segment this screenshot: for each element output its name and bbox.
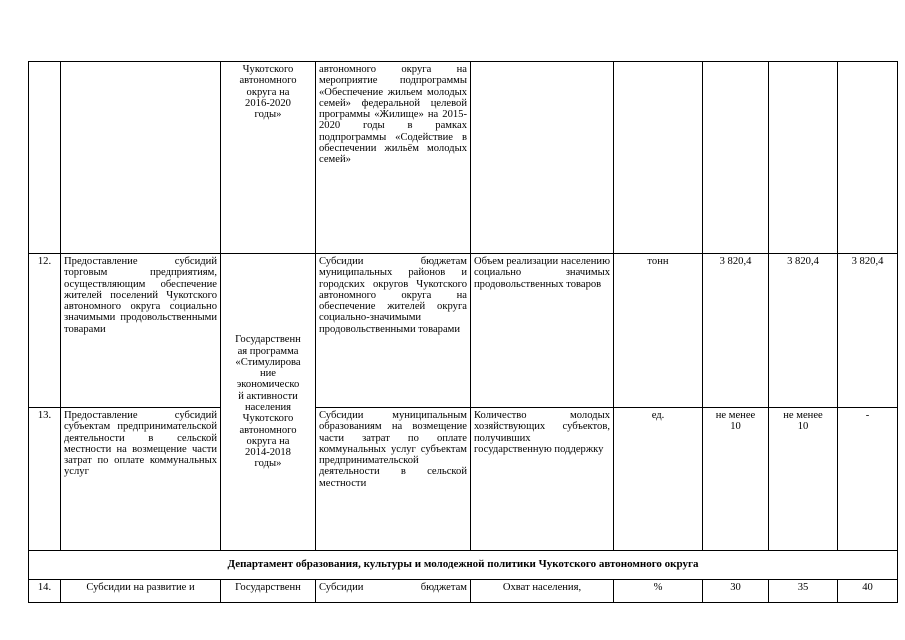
subsidy-cell: автономного округа на мероприятие подпрограммы «Обеспечение жильем молодых семей» федеральной целевой программы «Жилище» на 2015-2020 годы в рамках подпрограммы «Содействие в обеспечении жильём молодых семей»	[316, 62, 471, 254]
subsidy-cell: Субсидии бюджетам	[316, 580, 471, 603]
table-row	[29, 254, 898, 408]
unit-cell	[614, 62, 703, 254]
value-cell: -	[838, 408, 898, 551]
program-cell: Государственн ая программа «Стимулирова ние экономическо й активности населения Чукотского автономного округа на 2014-2018 годы»	[221, 254, 316, 551]
table-row	[29, 580, 898, 603]
measure-cell	[61, 62, 221, 254]
measure-cell: Субсидии на развитие и	[61, 580, 221, 603]
unit-cell: тонн	[614, 254, 703, 408]
measure-cell: Предоставление субсидий субъектам предпринимательской деятельности в сельской местности на возмещение части затрат по оплате коммунальных услуг	[61, 408, 221, 551]
value-cell: 3 820,4	[703, 254, 769, 408]
indicator-cell: Количество молодых хозяйствующих субъектов, получивших государственную поддержку	[471, 408, 614, 551]
row-number: 14.	[29, 580, 61, 603]
value-cell	[769, 62, 838, 254]
subsidy-cell: Субсидии муниципальным образованиям на возмещение части затрат по оплате коммунальных услуг субъектам предпринимательской деятельности в сельской местности	[316, 408, 471, 551]
section-header: Департамент образования, культуры и молодежной политики Чукотского автономного округа	[29, 551, 898, 580]
row-number: 12.	[29, 254, 61, 408]
subsidy-cell: Субсидии бюджетам муниципальных районов и городских округов Чукотского автономного округа на обеспечение жителей округа социально-значимыми продовольственными товарами	[316, 254, 471, 408]
value-cell	[703, 62, 769, 254]
measure-cell: Предоставление субсидий торговым предприятиям, осуществляющим обеспечение жителей поселений Чукотского автономного округа социально значимыми продовольственными товарами	[61, 254, 221, 408]
indicator-cell: Охват населения,	[471, 580, 614, 603]
value-cell: 3 820,4	[838, 254, 898, 408]
value-cell	[838, 62, 898, 254]
value-cell: 35	[769, 580, 838, 603]
row-number	[29, 62, 61, 254]
value-cell: 3 820,4	[769, 254, 838, 408]
value-cell: не менее 10	[769, 408, 838, 551]
table-row	[29, 408, 898, 551]
table-row	[29, 62, 898, 254]
indicator-cell: Объем реализации населению социально значимых продовольственных товаров	[471, 254, 614, 408]
unit-cell: ед.	[614, 408, 703, 551]
subsidy-table	[28, 61, 898, 603]
program-cell: Чукотского автономного округа на 2016-2020 годы»	[221, 62, 316, 254]
value-cell: 40	[838, 580, 898, 603]
value-cell: не менее 10	[703, 408, 769, 551]
value-cell: 30	[703, 580, 769, 603]
row-number: 13.	[29, 408, 61, 551]
section-header-row	[29, 551, 898, 580]
indicator-cell	[471, 62, 614, 254]
unit-cell: %	[614, 580, 703, 603]
program-cell: Государственн	[221, 580, 316, 603]
